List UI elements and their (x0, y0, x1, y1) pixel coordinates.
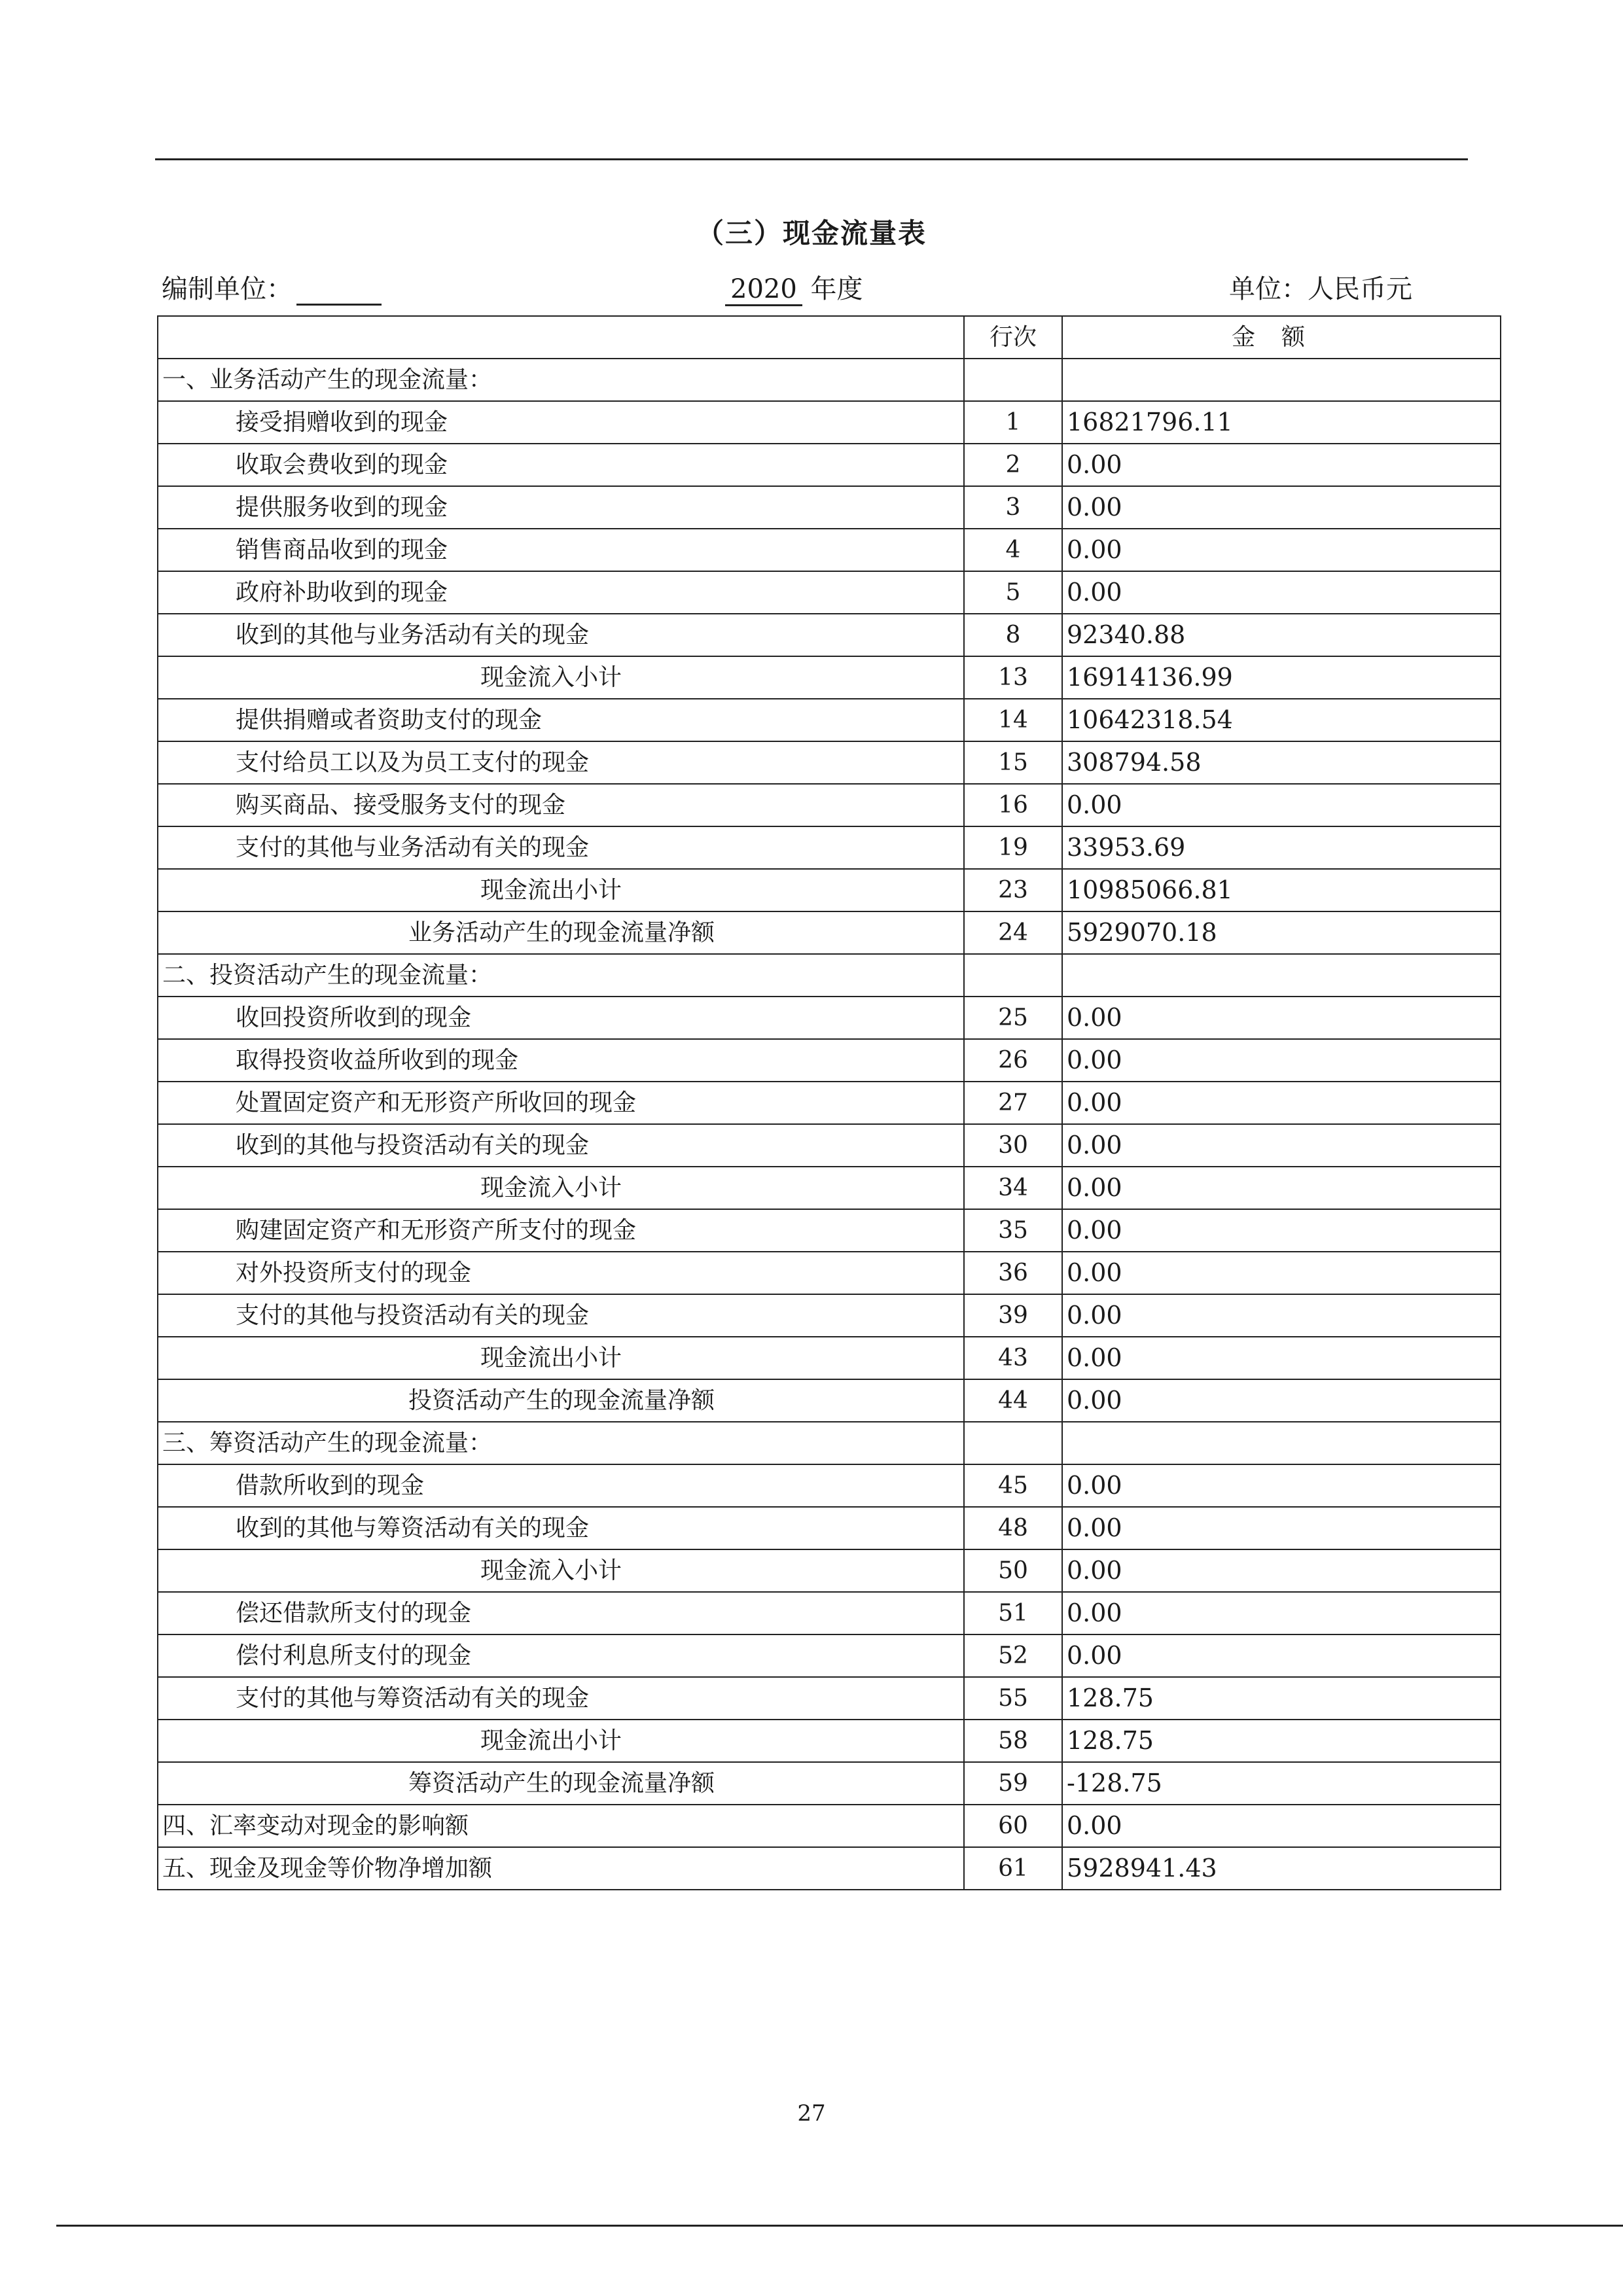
row-label: 一、业务活动产生的现金流量： (158, 359, 964, 401)
row-line-no (964, 359, 1062, 401)
row-line-no: 48 (964, 1507, 1062, 1549)
row-label: 购买商品、接受服务支付的现金 (158, 784, 964, 826)
row-label: 收到的其他与业务活动有关的现金 (158, 614, 964, 656)
row-label: 政府补助收到的现金 (158, 571, 964, 614)
row-amount: 33953.69 (1062, 826, 1501, 869)
table-row (158, 741, 1501, 784)
fiscal-year-value: 2020 (725, 274, 802, 306)
header-amount: 金额 (1062, 316, 1501, 359)
row-amount: -128.75 (1062, 1762, 1501, 1805)
table-row (158, 826, 1501, 869)
row-line-no: 13 (964, 656, 1062, 699)
row-line-no: 43 (964, 1337, 1062, 1379)
row-label: 支付的其他与投资活动有关的现金 (158, 1294, 964, 1337)
row-label: 现金流出小计 (158, 869, 964, 911)
row-amount: 128.75 (1062, 1720, 1501, 1762)
row-label: 二、投资活动产生的现金流量： (158, 954, 964, 997)
table-row (158, 1847, 1501, 1890)
row-amount (1062, 359, 1501, 401)
row-line-no: 14 (964, 699, 1062, 741)
row-line-no: 27 (964, 1082, 1062, 1124)
row-line-no: 23 (964, 869, 1062, 911)
table-row (158, 656, 1501, 699)
row-line-no: 60 (964, 1805, 1062, 1847)
row-label: 收回投资所收到的现金 (158, 997, 964, 1039)
row-label: 取得投资收益所收到的现金 (158, 1039, 964, 1082)
row-label: 现金流入小计 (158, 656, 964, 699)
row-label: 提供捐赠或者资助支付的现金 (158, 699, 964, 741)
row-amount: 10985066.81 (1062, 869, 1501, 911)
row-line-no: 30 (964, 1124, 1062, 1167)
row-amount: 0.00 (1062, 444, 1501, 486)
row-amount: 0.00 (1062, 1337, 1501, 1379)
table-row (158, 784, 1501, 826)
table-row (158, 997, 1501, 1039)
row-amount: 0.00 (1062, 1039, 1501, 1082)
table-row (158, 1677, 1501, 1720)
table-row (158, 401, 1501, 444)
table-row (158, 1549, 1501, 1592)
table-row (158, 1039, 1501, 1082)
row-amount: 0.00 (1062, 486, 1501, 529)
row-label: 接受捐赠收到的现金 (158, 401, 964, 444)
table-row (158, 954, 1501, 997)
row-line-no: 59 (964, 1762, 1062, 1805)
table-row (158, 1082, 1501, 1124)
row-amount: 0.00 (1062, 1082, 1501, 1124)
row-label: 支付的其他与筹资活动有关的现金 (158, 1677, 964, 1720)
row-label: 提供服务收到的现金 (158, 486, 964, 529)
row-amount: 0.00 (1062, 1549, 1501, 1592)
row-label: 偿付利息所支付的现金 (158, 1634, 964, 1677)
row-amount: 0.00 (1062, 1634, 1501, 1677)
row-amount: 0.00 (1062, 571, 1501, 614)
fiscal-year-suffix: 年度 (802, 274, 863, 304)
row-line-no: 61 (964, 1847, 1062, 1890)
row-line-no: 8 (964, 614, 1062, 656)
row-label: 投资活动产生的现金流量净额 (158, 1379, 964, 1422)
row-label: 销售商品收到的现金 (158, 529, 964, 571)
row-line-no: 1 (964, 401, 1062, 444)
table-row (158, 1762, 1501, 1805)
table-row (158, 359, 1501, 401)
table-row (158, 1592, 1501, 1634)
row-label: 收取会费收到的现金 (158, 444, 964, 486)
table-row (158, 869, 1501, 911)
row-amount: 10642318.54 (1062, 699, 1501, 741)
table-row (158, 571, 1501, 614)
row-label: 现金流入小计 (158, 1549, 964, 1592)
row-label: 收到的其他与投资活动有关的现金 (158, 1124, 964, 1167)
table-row (158, 1464, 1501, 1507)
currency-unit: 单位：人民币元 (1229, 274, 1412, 304)
row-amount: 5929070.18 (1062, 911, 1501, 954)
page-number: 27 (797, 2100, 826, 2127)
row-line-no: 36 (964, 1252, 1062, 1294)
table-row (158, 529, 1501, 571)
row-line-no: 3 (964, 486, 1062, 529)
compiling-unit-blank (296, 281, 382, 306)
row-amount: 0.00 (1062, 529, 1501, 571)
table-row (158, 699, 1501, 741)
row-label: 对外投资所支付的现金 (158, 1252, 964, 1294)
row-line-no: 26 (964, 1039, 1062, 1082)
row-amount: 0.00 (1062, 1294, 1501, 1337)
row-amount: 0.00 (1062, 1209, 1501, 1252)
row-line-no: 44 (964, 1379, 1062, 1422)
row-amount: 308794.58 (1062, 741, 1501, 784)
row-label: 购建固定资产和无形资产所支付的现金 (158, 1209, 964, 1252)
row-amount: 0.00 (1062, 1379, 1501, 1422)
row-label: 偿还借款所支付的现金 (158, 1592, 964, 1634)
row-amount: 0.00 (1062, 1805, 1501, 1847)
table-row (158, 1379, 1501, 1422)
row-amount (1062, 954, 1501, 997)
row-line-no: 39 (964, 1294, 1062, 1337)
row-label: 现金流出小计 (158, 1720, 964, 1762)
compiling-unit-label: 编制单位： (162, 274, 293, 304)
row-amount: 92340.88 (1062, 614, 1501, 656)
table-row (158, 1252, 1501, 1294)
row-amount: 5928941.43 (1062, 1847, 1501, 1890)
cash-flow-table (157, 315, 1501, 1890)
row-amount (1062, 1422, 1501, 1464)
table-row (158, 614, 1501, 656)
row-line-no: 25 (964, 997, 1062, 1039)
row-line-no: 24 (964, 911, 1062, 954)
row-line-no (964, 1422, 1062, 1464)
table-row (158, 1634, 1501, 1677)
document-title: （三）现金流量表 (696, 217, 927, 249)
table-row (158, 1507, 1501, 1549)
row-line-no: 5 (964, 571, 1062, 614)
table-row (158, 444, 1501, 486)
row-line-no: 51 (964, 1592, 1062, 1634)
row-line-no: 50 (964, 1549, 1062, 1592)
row-line-no: 15 (964, 741, 1062, 784)
table-row (158, 1167, 1501, 1209)
row-amount: 16821796.11 (1062, 401, 1501, 444)
table-row (158, 1805, 1501, 1847)
row-line-no: 58 (964, 1720, 1062, 1762)
table-row (158, 1294, 1501, 1337)
row-amount: 16914136.99 (1062, 656, 1501, 699)
table-row (158, 1209, 1501, 1252)
row-line-no (964, 954, 1062, 997)
fiscal-year (725, 268, 863, 306)
row-amount: 0.00 (1062, 1592, 1501, 1634)
row-label: 处置固定资产和无形资产所收回的现金 (158, 1082, 964, 1124)
row-line-no: 55 (964, 1677, 1062, 1720)
header-line-no: 行次 (964, 316, 1062, 359)
row-amount: 0.00 (1062, 1124, 1501, 1167)
row-amount: 128.75 (1062, 1677, 1501, 1720)
table-row (158, 1720, 1501, 1762)
row-line-no: 34 (964, 1167, 1062, 1209)
row-label: 支付给员工以及为员工支付的现金 (158, 741, 964, 784)
row-amount: 0.00 (1062, 1167, 1501, 1209)
row-label: 现金流出小计 (158, 1337, 964, 1379)
compiling-unit (162, 268, 382, 306)
table-header-row (158, 316, 1501, 359)
row-line-no: 35 (964, 1209, 1062, 1252)
row-line-no: 52 (964, 1634, 1062, 1677)
row-label: 五、现金及现金等价物净增加额 (158, 1847, 964, 1890)
row-label: 现金流入小计 (158, 1167, 964, 1209)
row-label: 业务活动产生的现金流量净额 (158, 911, 964, 954)
row-label: 收到的其他与筹资活动有关的现金 (158, 1507, 964, 1549)
row-amount: 0.00 (1062, 1464, 1501, 1507)
row-line-no: 45 (964, 1464, 1062, 1507)
row-line-no: 2 (964, 444, 1062, 486)
table-row (158, 486, 1501, 529)
row-label: 支付的其他与业务活动有关的现金 (158, 826, 964, 869)
row-line-no: 16 (964, 784, 1062, 826)
top-rule (155, 158, 1468, 160)
row-label: 筹资活动产生的现金流量净额 (158, 1762, 964, 1805)
row-label: 三、筹资活动产生的现金流量： (158, 1422, 964, 1464)
row-amount: 0.00 (1062, 1252, 1501, 1294)
row-amount: 0.00 (1062, 1507, 1501, 1549)
row-line-no: 4 (964, 529, 1062, 571)
table-row (158, 1124, 1501, 1167)
row-label: 四、汇率变动对现金的影响额 (158, 1805, 964, 1847)
header-item-cell (158, 316, 964, 359)
row-amount: 0.00 (1062, 784, 1501, 826)
table-row (158, 1422, 1501, 1464)
table-row (158, 1337, 1501, 1379)
table-row (158, 911, 1501, 954)
bottom-rule (56, 2225, 1623, 2227)
row-line-no: 19 (964, 826, 1062, 869)
row-amount: 0.00 (1062, 997, 1501, 1039)
row-label: 借款所收到的现金 (158, 1464, 964, 1507)
